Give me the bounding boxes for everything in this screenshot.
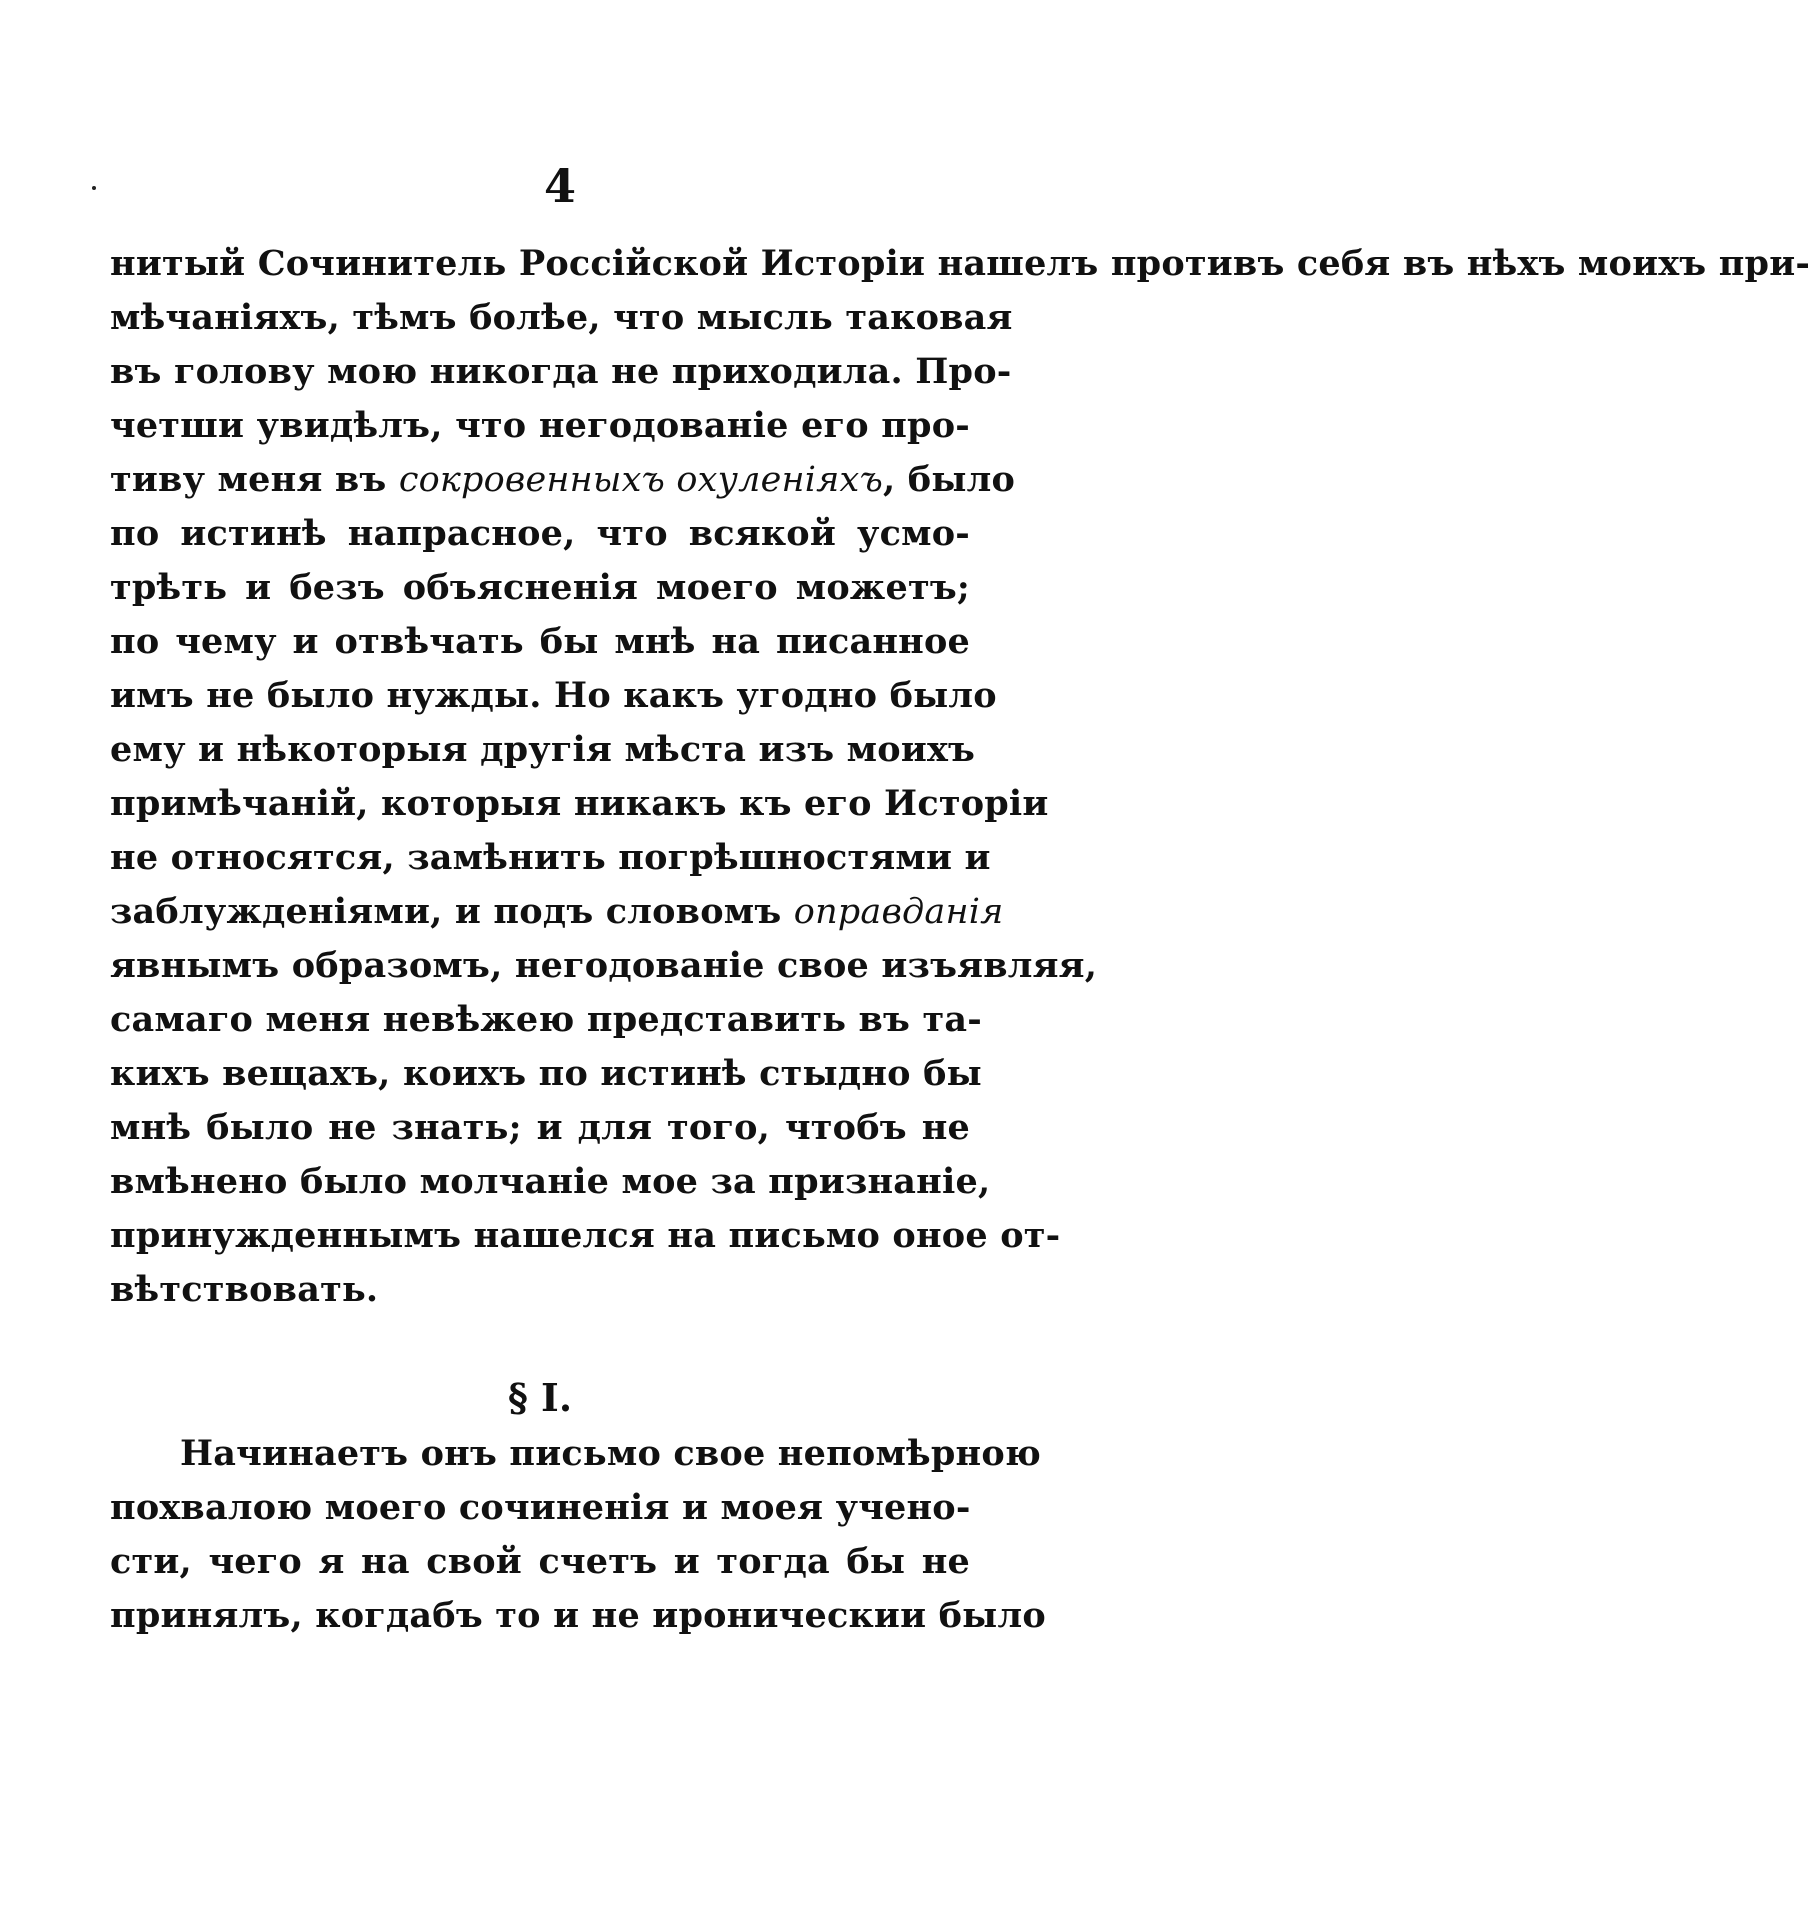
text-line	[110, 453, 1016, 507]
text-line	[110, 885, 1004, 939]
text-line: похвалою моего сочиненія и моея учено-	[110, 1487, 971, 1528]
page-number: 4	[543, 159, 576, 213]
paragraph-1	[110, 237, 1810, 1317]
text-line: принялъ, когдабъ то и не ироническии было	[110, 1595, 1046, 1636]
text-run: , было	[883, 459, 1016, 500]
text-line: мнѣ было не знать; и для того, чтобъ не	[110, 1107, 970, 1148]
text-line: въ голову мою никогда не приходила. Про-	[110, 351, 1012, 392]
text-run: тиву меня въ	[110, 459, 399, 500]
text-line: примѣчаній, которыя никакъ къ его Исторіи	[110, 783, 1049, 824]
text-line: сти, чего я на свой счетъ и тогда бы не	[110, 1541, 970, 1582]
text-line: трѣть и безъ объясненія моего можетъ;	[110, 567, 970, 608]
text-line: явнымъ образомъ, негодованіе свое изъявляя,	[110, 945, 1098, 986]
text-line: кихъ вещахъ, коихъ по истинѣ стыдно бы	[110, 1053, 982, 1094]
text-line: ему и нѣкоторыя другія мѣста изъ моихъ	[110, 729, 976, 770]
italic-phrase: сокровенныхъ охуленіяхъ	[398, 460, 883, 500]
text-line: четши увидѣлъ, что негодованіе его про-	[110, 405, 970, 446]
paragraph-2	[110, 1427, 1046, 1643]
text-line: принужденнымъ нашелся на письмо оное от-	[110, 1215, 1061, 1256]
text-line: самаго меня невѣжею представить въ та-	[110, 999, 982, 1040]
section-heading: § I.	[507, 1375, 573, 1420]
text-line: вѣтствовать.	[110, 1269, 379, 1310]
text-run: заблужденіями, и подъ словомъ	[110, 891, 794, 932]
text-line: не относятся, замѣнить погрѣшностями и	[110, 837, 991, 878]
italic-phrase: оправданія	[793, 892, 1004, 932]
text-line: по истинѣ напрасное, что всякой усмо-	[110, 513, 970, 554]
text-line: мѣчаніяхъ, тѣмъ болѣе, что мысль таковая	[110, 297, 1013, 338]
text-line: по чему и отвѣчать бы мнѣ на писанное	[110, 621, 970, 662]
text-line: Начинаетъ онъ письмо свое непомѣрною	[180, 1433, 1041, 1474]
text-line: имъ не было нужды. Но какъ угодно было	[110, 675, 997, 716]
text-line: вмѣнено было молчаніе мое за признаніе,	[110, 1161, 991, 1202]
text-line: нитый Сочинитель Россійской Исторіи нашелъ противъ себя въ нѣхъ моихъ при-	[110, 243, 1810, 284]
